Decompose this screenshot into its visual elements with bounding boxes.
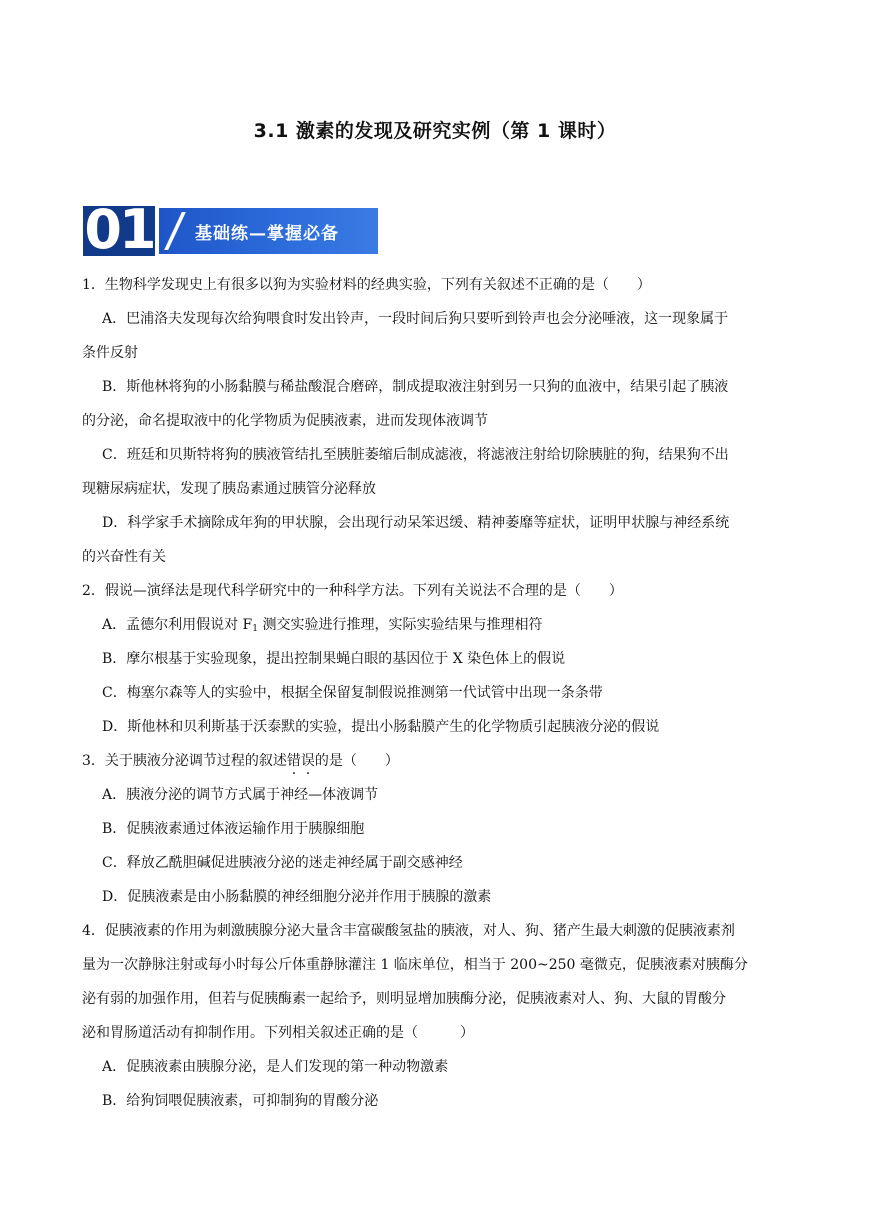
- section-number: 01: [84, 198, 154, 261]
- question-3-option-b: B．促胰液素通过体液运输作用于胰腺细胞: [102, 821, 365, 837]
- question-1-option-b-cont: 的分泌，命名提取液中的化学物质为促胰液素，进而发现体液调节: [82, 413, 488, 429]
- subscript: 1: [252, 624, 259, 634]
- emphasis-char: 误: [300, 753, 315, 769]
- emphasis-char: 错: [286, 753, 301, 769]
- question-4-stem-cont: 量为一次静脉注射或每小时每公斤体重静脉灌注 1 临床单位，相当于 200~250 毫微克，促胰液素对胰酶分: [82, 957, 748, 973]
- question-2-option-b: B．摩尔根基于实验现象，提出控制果蝇白眼的基因位于 X 染色体上的假说: [102, 651, 566, 667]
- question-1-option-b: B．斯他林将狗的小肠黏膜与稀盐酸混合磨碎，制成提取液注射到另一只狗的血液中，结果引起了胰液: [102, 379, 729, 395]
- question-2-option-c: C．梅塞尔森等人的实验中，根据全保留复制假说推测第一代试管中出现一条条带: [102, 685, 603, 701]
- question-list: [82, 268, 794, 1118]
- question-2-option-a: [82, 608, 794, 642]
- stem-text: 3．关于胰液分泌调节过程的叙述: [82, 753, 287, 769]
- question-3-option-d: D．促胰液素是由小肠黏膜的神经细胞分泌并作用于胰腺的激素: [102, 889, 492, 905]
- question-4-stem-cont: 泌和胃肠道活动有抑制作用。下列相关叙述正确的是（ ）: [82, 1025, 474, 1041]
- question-1-option-c-cont: 现糖尿病症状，发现了胰岛素通过胰管分泌释放: [82, 481, 376, 497]
- question-4-option-b: B．给狗饲喂促胰液素，可抑制狗的胃酸分泌: [102, 1093, 379, 1109]
- page-title: 3.1 激素的发现及研究实例（第 1 课时）: [253, 120, 617, 142]
- question-1-option-d: D．科学家手术摘除成年狗的甲状腺，会出现行动呆笨迟缓、精神萎靡等症状，证明甲状腺与神经系统: [102, 515, 730, 531]
- question-1-option-a: A．巴浦洛夫发现每次给狗喂食时发出铃声，一段时间后狗只要听到铃声也会分泌唾液，这一现象属于: [102, 311, 729, 327]
- question-3-option-c: C．释放乙酰胆碱促进胰液分泌的迷走神经属于副交感神经: [102, 855, 463, 871]
- question-3-stem: [82, 744, 794, 778]
- question-4-stem: 4．促胰液素的作用为刺激胰腺分泌大量含丰富碳酸氢盐的胰液，对人、狗、猪产生最大刺激的促胰液素剂: [82, 923, 735, 939]
- question-1-option-c: C．班廷和贝斯特将狗的胰液管结扎至胰脏萎缩后制成滤液，将滤液注射给切除胰脏的狗，结果狗不出: [102, 447, 729, 463]
- question-1-option-d-cont: 的兴奋性有关: [82, 549, 166, 565]
- question-4-stem-cont: 泌有弱的加强作用，但若与促胰酶素一起给予，则明显增加胰酶分泌，促胰液素对人、狗、大鼠的胃酸分: [82, 991, 726, 1007]
- question-1-stem: 1．生物科学发现史上有很多以狗为实验材料的经典实验，下列有关叙述不正确的是（ ）: [82, 277, 651, 293]
- stem-text: 的是（ ）: [314, 753, 399, 769]
- question-4-option-a: A．促胰液素由胰腺分泌，是人们发现的第一种动物激素: [102, 1059, 449, 1075]
- question-2-option-d: D．斯他林和贝利斯基于沃泰默的实验，提出小肠黏膜产生的化学物质引起胰液分泌的假说: [102, 719, 660, 735]
- option-text: A．孟德尔利用假说对 F: [102, 617, 253, 633]
- section-number-badge: [83, 198, 155, 261]
- question-1-option-a-cont: 条件反射: [82, 345, 138, 361]
- question-2-stem: 2．假说—演绎法是现代科学研究中的一种科学方法。下列有关说法不合理的是（ ）: [82, 583, 623, 599]
- section-heading: 基础练—掌握必备: [195, 224, 339, 244]
- question-3-option-a: A．胰液分泌的调节方式属于神经—体液调节: [102, 787, 379, 803]
- section-banner: [83, 198, 378, 261]
- option-text: 测交实验进行推理，实际实验结果与推理相符: [258, 617, 543, 633]
